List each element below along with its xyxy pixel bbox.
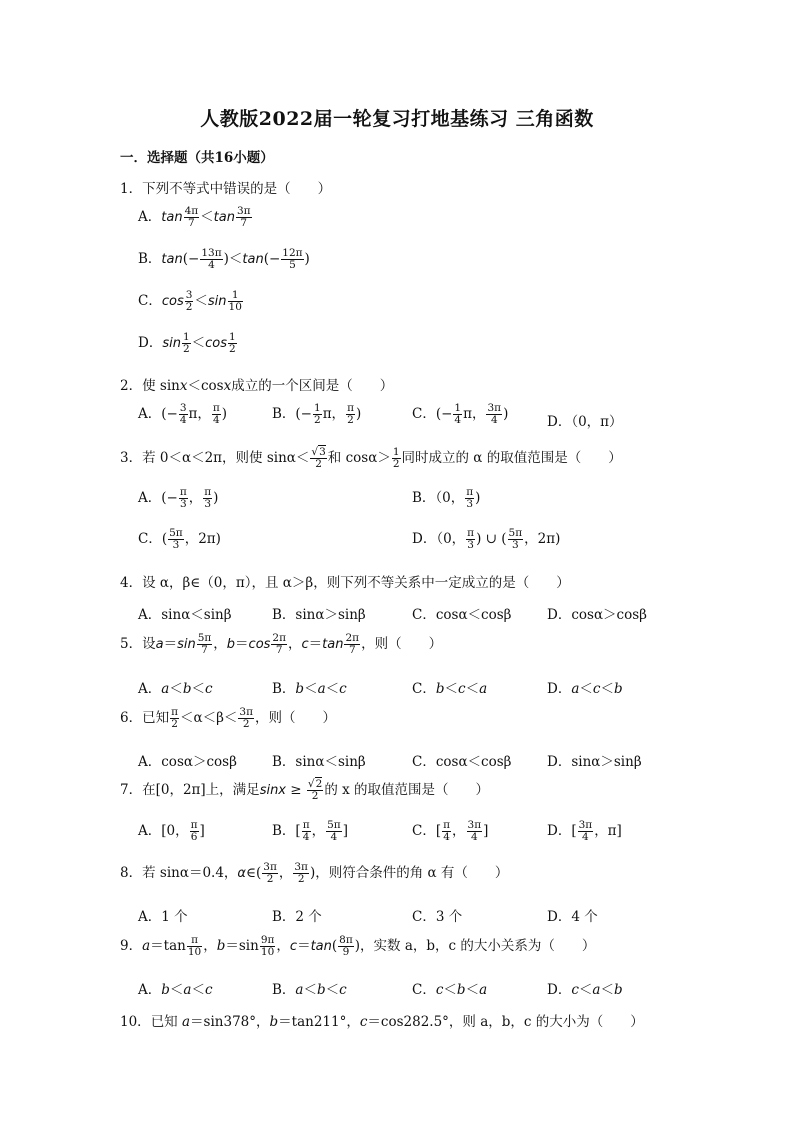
q6-option-a: A．cosα＞cosβ xyxy=(138,754,237,770)
q2-option-a: A．(− $\frac{3}{4}$ π， $\frac{\pi}{4}$ ) xyxy=(138,401,228,426)
q9-option-a: A．b＜a＜c xyxy=(138,982,213,998)
q9-option-c: C．c＜b＜a xyxy=(412,982,488,998)
q2-option-c: C．(− $\frac{1}{4}$ π， $\frac{3\pi}{4}$ ) xyxy=(412,401,509,426)
q1-option-d: D．sin $\frac{1}{2}$ ＜cos $\frac{1}{2}$ xyxy=(138,330,236,355)
question-7: 7．在[0，2π]上，满足sinx ≥ $\frac{√2}{2}$ 的 x 的取值范围是（ ） xyxy=(120,777,490,802)
q5-option-a: A．a＜b＜c xyxy=(138,681,213,697)
q5-option-c: C．b＜c＜a xyxy=(412,681,488,697)
question-5: 5．设a＝sin $\frac{5\pi}{7}$ ，b＝cos $\frac{2\pi}{7}$ ，c＝tan $\frac{2\pi}{7}$ ，则（ ） xyxy=(120,631,443,656)
q8-option-b: B．2 个 xyxy=(272,909,322,925)
q5-option-d: D．a＜c＜b xyxy=(547,681,623,697)
question-8: 8．若 sinα＝0.4，α∈( $\frac{3\pi}{2}$ ， $\frac{3\pi}{2}$ )，则符合条件的角 α 有（ ） xyxy=(120,860,509,885)
question-9: 9．a＝tan $\frac{\pi}{10}$ ，b＝sin $\frac{9\pi}{10}$ ，c＝tan( $\frac{8\pi}{9}$ )，实数 a，b，c 的大小关系为（ ） xyxy=(120,933,596,958)
q7-option-b: B．[ $\frac{\pi}{4}$ ， $\frac{5\pi}{4}$ ] xyxy=(272,818,348,843)
q6-option-b: B．sinα＜sinβ xyxy=(272,754,366,770)
q3-option-d: D．（0， $\frac{\pi}{3}$ ) ∪ ( $\frac{5\pi}{3}$ ，2π) xyxy=(412,526,561,551)
q1-option-b: B．tan(− $\frac{13\pi}{4}$ )＜tan(− $\frac{12\pi}{5}$ ) xyxy=(138,246,310,271)
question-10: 10．已知 a＝sin378°，b＝tan211°，c＝cos282.5°，则 a，b，c 的大小为（ ） xyxy=(120,1014,644,1030)
q7-option-c: C．[ $\frac{\pi}{4}$ ， $\frac{3\pi}{4}$ ] xyxy=(412,818,489,843)
question-4: 4．设 α，β∈（0，π），且 α＞β，则下列不等关系中一定成立的是（ ） xyxy=(120,575,570,591)
q9-option-b: B．a＜b＜c xyxy=(272,982,347,998)
q3-option-c: C．( $\frac{5\pi}{3}$ ，2π) xyxy=(138,526,221,551)
q3-option-a: A．(− $\frac{\pi}{3}$ ， $\frac{\pi}{3}$ ) xyxy=(138,485,219,510)
q4-option-b: B．sinα＞sinβ xyxy=(272,607,366,623)
question-2: 2．使 sinx＜cosx成立的一个区间是（ ） xyxy=(120,378,394,394)
q7-option-d: D．[ $\frac{3\pi}{4}$ ，π] xyxy=(547,818,622,843)
q7-option-a: A．[0， $\frac{\pi}{6}$ ] xyxy=(138,818,205,843)
q1-option-c: C．cos $\frac{3}{2}$ ＜sin $\frac{1}{10}$ xyxy=(138,288,242,313)
q9-option-d: D．c＜a＜b xyxy=(547,982,623,998)
section-heading: 一．选择题（共16小题） xyxy=(120,150,274,166)
q1-option-a: A．tan $\frac{4\pi}{7}$ ＜tan $\frac{3\pi}{7}$ xyxy=(138,204,251,229)
q4-option-c: C．cosα＜cosβ xyxy=(412,607,512,623)
q2-option-b: B．(− $\frac{1}{2}$ π， $\frac{\pi}{2}$ ) xyxy=(272,401,362,426)
q6-option-c: C．cosα＜cosβ xyxy=(412,754,512,770)
q5-option-b: B．b＜a＜c xyxy=(272,681,347,697)
q3-option-b: B．（0， $\frac{\pi}{3}$ ) xyxy=(412,485,481,510)
question-3: 3．若 0＜α＜2π，则使 sinα＜ $\frac{√3}{2}$ 和 cosα＞ $\frac{1}{2}$ 同时成立的 α 的取值范围是（ ） xyxy=(120,445,622,470)
question-1: 1．下列不等式中错误的是（ ） xyxy=(120,181,332,197)
q8-option-d: D．4 个 xyxy=(547,909,598,925)
page-title: 人教版2022届一轮复习打地基练习 三角函数 xyxy=(200,108,594,130)
q6-option-d: D．sinα＞sinβ xyxy=(547,754,642,770)
q4-option-d: D．cosα＞cosβ xyxy=(547,607,647,623)
q4-option-a: A．sinα＜sinβ xyxy=(138,607,232,623)
question-6: 6．已知 $\frac{\pi}{2}$ ＜α＜β＜ $\frac{3\pi}{2}$ ，则（ ） xyxy=(120,705,337,730)
q2-option-d: D．（0，π） xyxy=(547,414,623,430)
q8-option-a: A．1 个 xyxy=(138,909,188,925)
q8-option-c: C．3 个 xyxy=(412,909,463,925)
